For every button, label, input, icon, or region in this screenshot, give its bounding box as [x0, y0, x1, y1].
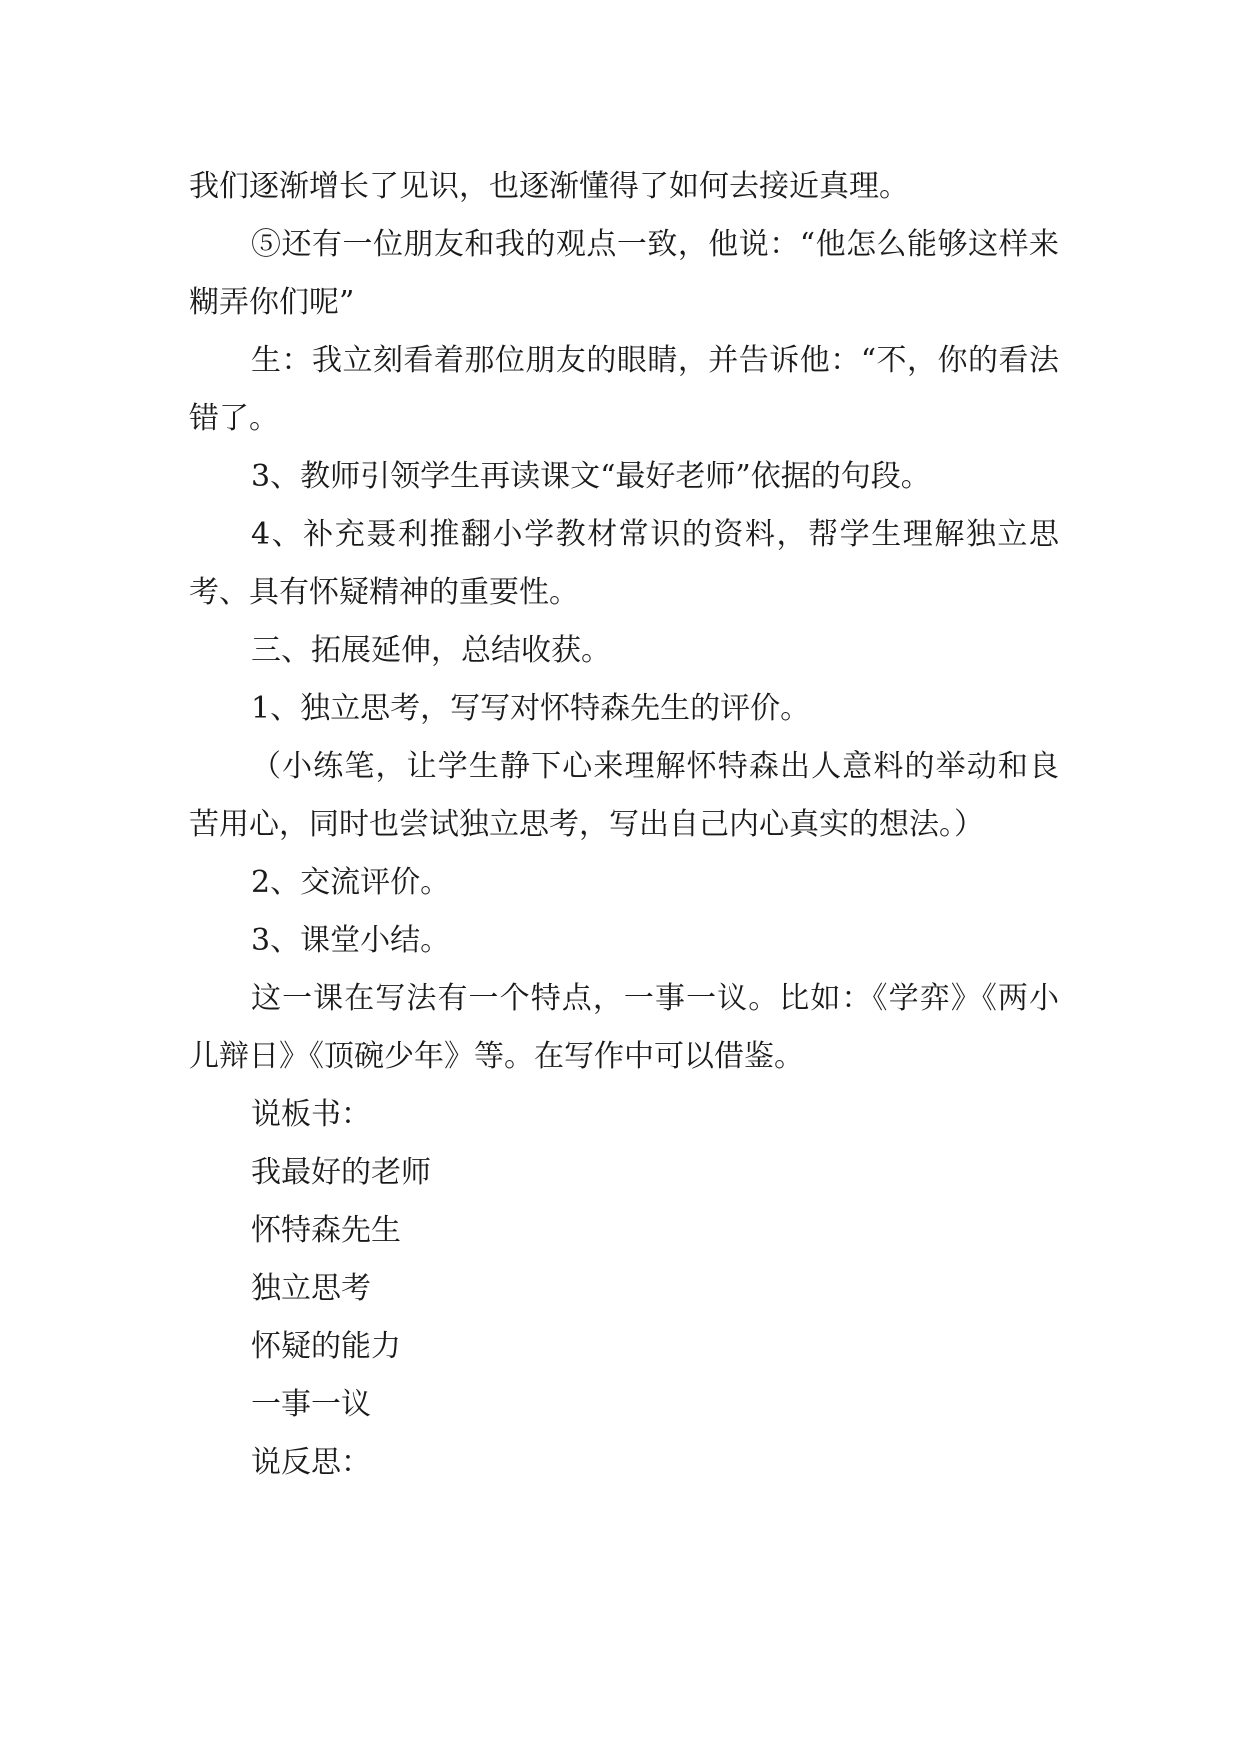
heading-reflection: 说反思：	[251, 1445, 371, 1480]
board-line-independent-thinking: 独立思考	[251, 1271, 371, 1306]
document-body	[189, 158, 1059, 1492]
paragraph-writing-feature: 这一课在写法有一个特点，一事一议。比如：《学弈》《两小儿辩日》《顶碗少年》等。在写作中可以借鉴。	[189, 981, 1059, 1074]
board-line-one-event: 一事一议	[251, 1387, 371, 1422]
board-line-doubt-ability: 怀疑的能力	[251, 1329, 401, 1364]
paragraph-friend-opinion: ⑤还有一位朋友和我的观点一致，他说：“他怎么能够这样来糊弄你们呢”	[189, 227, 1059, 320]
paragraph-student-reply: 生：我立刻看着那位朋友的眼睛，并告诉他：“不，你的看法错了。	[189, 343, 1059, 436]
paragraph-step-4-supplement: 4、补充聂利推翻小学教材常识的资料，帮学生理解独立思考、具有怀疑精神的重要性。	[189, 517, 1059, 610]
paragraph-item-1-think: 1、独立思考，写写对怀特森先生的评价。	[251, 691, 811, 726]
paragraph-writing-practice: （小练笔，让学生静下心来理解怀特森出人意料的举动和良苦用心，同时也尝试独立思考，写出自己内心真实的想法。）	[189, 749, 1059, 842]
board-line-teacher: 怀特森先生	[251, 1213, 401, 1248]
section-heading-extension: 三、拓展延伸，总结收获。	[251, 633, 611, 668]
board-line-title: 我最好的老师	[251, 1155, 431, 1190]
paragraph-continuation: 我们逐渐增长了见识，也逐渐懂得了如何去接近真理。	[189, 169, 909, 204]
heading-board-writing: 说板书：	[251, 1097, 371, 1132]
paragraph-item-3-summary: 3、课堂小结。	[251, 923, 451, 958]
paragraph-step-3-reread: 3、教师引领学生再读课文“最好老师”依据的句段。	[251, 459, 931, 494]
paragraph-item-2-exchange: 2、交流评价。	[251, 865, 451, 900]
